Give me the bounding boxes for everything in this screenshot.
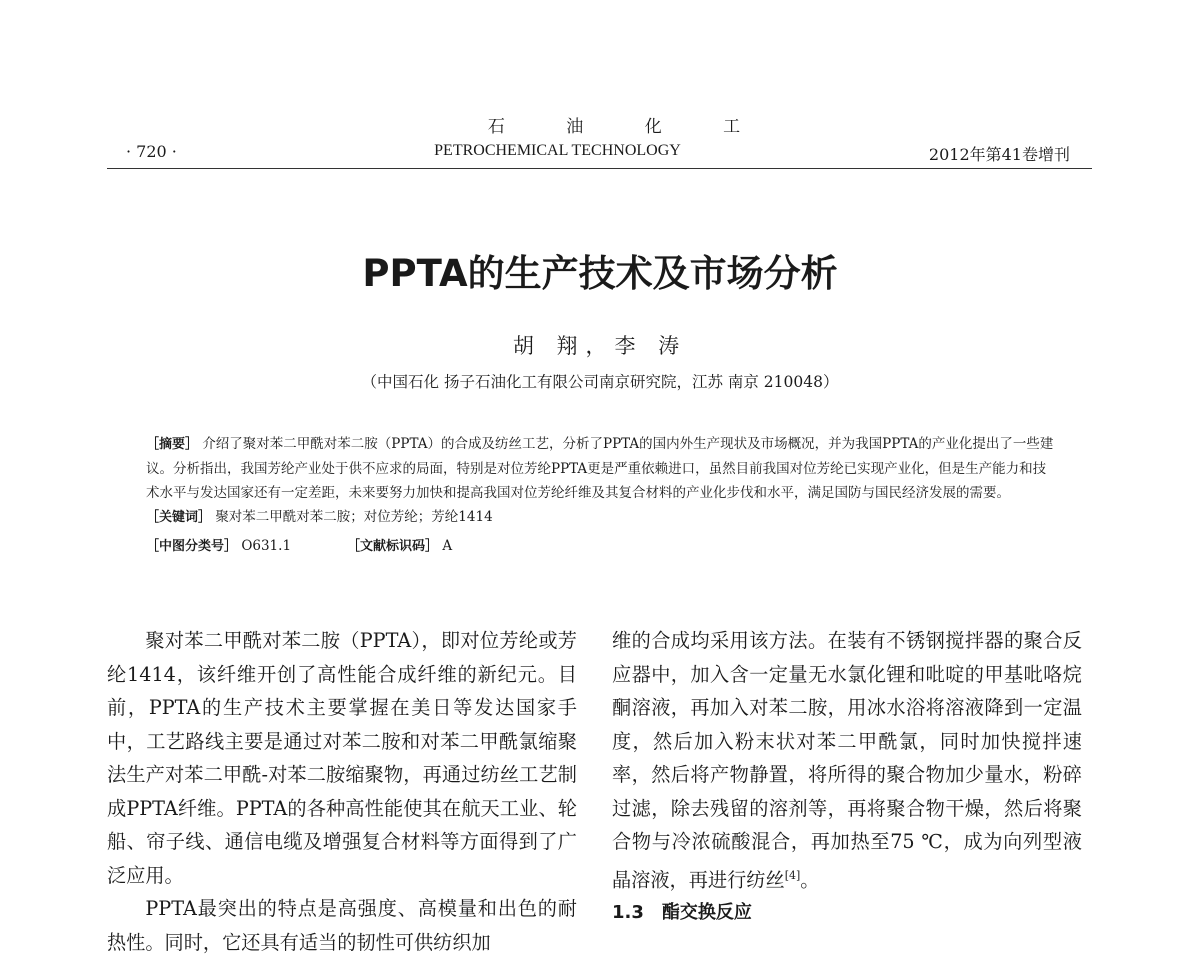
body-right-column	[612, 624, 1082, 930]
issue-info: 2012年第41卷增刊	[928, 145, 1070, 164]
citation-ref: [4]	[784, 868, 801, 882]
abstract-block	[146, 432, 1054, 559]
clc-number: O631.1	[241, 538, 292, 554]
section-heading: 1.3 酯交换反应	[612, 902, 752, 924]
clc-label: ［中图分类号］	[146, 539, 238, 554]
keywords: 聚对苯二甲酰对苯二胺；对位芳纶；芳纶1414	[215, 509, 493, 525]
body-paragraph-text: 维的合成均采用该方法。在装有不锈钢搅拌器的聚合反应器中，加入含一定量无水氯化锂和吡啶的甲基吡咯烷酮溶液，再加入对苯二胺，用冰水浴将溶液降到一定温度，然后加入粉末状对苯二甲酰氯，同时加快搅拌速率，然后将产物静置，将所得的聚合物加少量水，粉碎过滤，除去残留的溶剂等，再将聚合物干燥，然后将聚合物与冷浓硫酸混合，再加热至75 ℃，成为向列型液晶溶液，再进行纺丝	[612, 629, 1082, 891]
authors: 胡 翔，李 涛	[512, 334, 688, 358]
abstract-text: 介绍了聚对苯二甲酰对苯二胺（PPTA）的合成及纺丝工艺，分析了PPTA的国内外生产现状及市场概况，并为我国PPTA的产业化提出了一些建议。分析指出，我国芳纶产业处于供不应求的局面，特别是对位芳纶PPTA更是严重依赖进口，虽然目前我国对位芳纶已实现产业化，但是生产能力和技术水平与发达国家还有一定差距，未来要努力加快和提高我国对位芳纶纤维及其复合材料的产业化步伐和水平，满足国防与国民经济发展的需要。	[146, 436, 1054, 501]
header-rule	[107, 168, 1092, 169]
sentence-end: 。	[800, 867, 820, 891]
document-code-label: ［文献标识码］	[347, 539, 439, 554]
body-left-column	[107, 624, 577, 959]
body-paragraph	[612, 624, 1082, 896]
journal-title-english: PETROCHEMICAL TECHNOLOGY	[434, 142, 681, 159]
abstract-paragraph	[146, 432, 1054, 505]
abstract-label: ［摘要］	[146, 437, 199, 452]
document-code: A	[442, 538, 453, 554]
journal-title-chinese: 石 油 化 工	[487, 117, 769, 137]
keywords-line	[146, 505, 1054, 530]
keywords-label: ［关键词］	[146, 510, 212, 525]
article-title: PPTA的生产技术及市场分析	[362, 252, 838, 295]
body-paragraph: PPTA最突出的特点是高强度、高模量和出色的耐热性。同时，它还具有适当的韧性可供纺织加	[107, 897, 577, 954]
affiliation: （中国石化 扬子石油化工有限公司南京研究院，江苏 南京 210048）	[361, 373, 839, 391]
page-number: · 720 ·	[126, 142, 177, 161]
classification-line	[146, 534, 1054, 559]
body-paragraph: 聚对苯二甲酰对苯二胺（PPTA），即对位芳纶或芳纶1414，该纤维开创了高性能合成纤维的新纪元。目前，PPTA的生产技术主要掌握在美日等发达国家手中，工艺路线主要是通过对苯二胺和对苯二甲酰氯缩聚法生产对苯二甲酰-对苯二胺缩聚物，再通过纺丝工艺制成PPTA纤维。PPTA的各种高性能使其在航天工业、轮船、帘子线、通信电缆及增强复合材料等方面得到了广泛应用。	[107, 629, 577, 887]
